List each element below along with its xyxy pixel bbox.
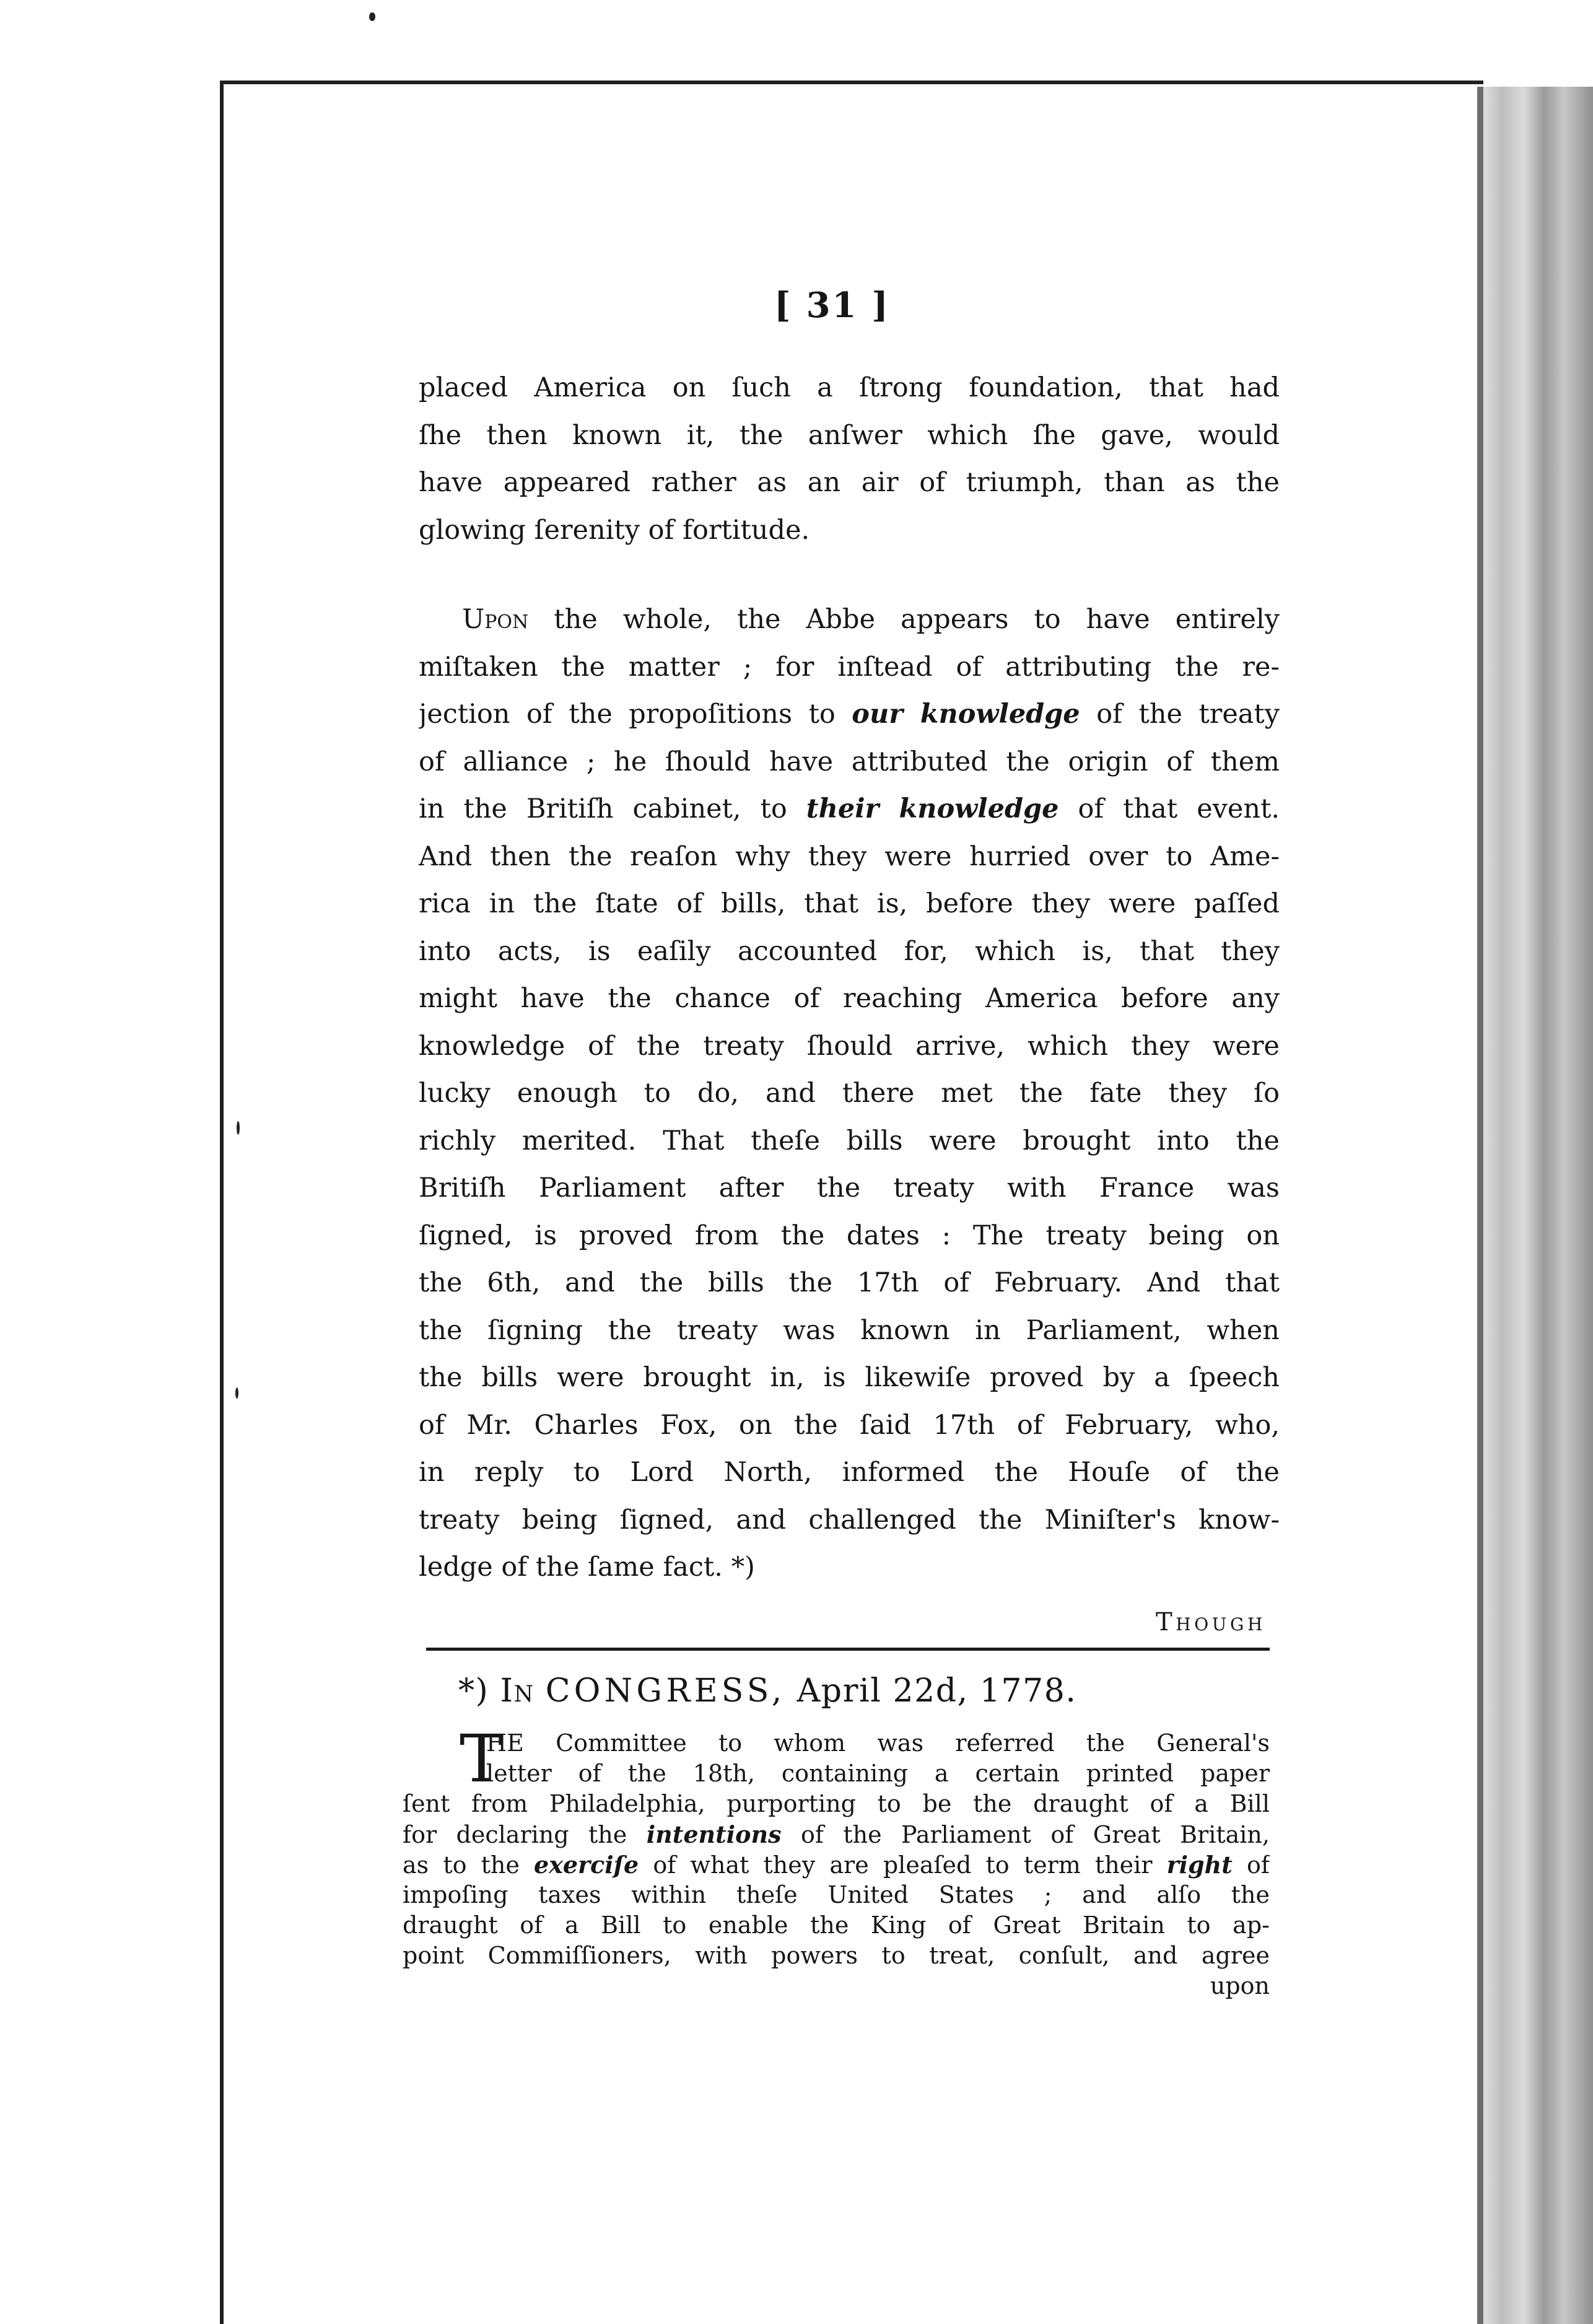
page-number: [ 31 ] [774,285,890,326]
footnote-line: as to the exerciſe of what they are pleaſed to term their right of [403,1851,1270,1879]
emphasis: our knowledge [852,699,1080,730]
footnote-heading-congress: CONGRESS, [545,1672,786,1710]
text-line: have appeared rather as an air of triumph, than as the [419,467,1280,498]
text-line: miſtaken the matter ; for inſtead of attributing the re- [419,651,1280,683]
footnote-catchword: upon [1210,1972,1270,1999]
text-line: richly merited. That theſe bills were brought into the [419,1125,1280,1156]
scan-speck [369,12,375,21]
emphasis: right [1166,1851,1233,1879]
text-line: ſhe then known it, the anſwer which ſhe gave, would [419,419,1280,451]
scan-speck [237,1121,240,1135]
text-line: rica in the ſtate of bills, that is, before they were paſſed [419,888,1280,919]
footnote-line: for declaring the intentions of the Parliament of Great Britain, [403,1820,1270,1848]
footnote-mark: *) [458,1672,489,1710]
footnote-text [403,1721,1270,2001]
text-line: ledge of the ſame fact. *) [419,1552,755,1583]
footnote-heading-in: In [500,1672,535,1710]
catchword: Though [1155,1608,1266,1636]
footnote-heading [458,1672,1251,1710]
text-line: And then the reaſon why they were hurried over to Ame- [419,841,1280,872]
footnote-line: draught of a Bill to enable the King of Great Britain to ap- [403,1911,1270,1939]
text-line: Britiſh Parliament after the treaty with France was [419,1173,1280,1204]
text-line: placed America on ſuch a ſtrong foundation, that had [419,372,1280,403]
text-line: jection of the propoſitions to our knowledge of the treaty [419,699,1280,730]
right-book-edge [1477,87,1593,2324]
emphasis: intentions [646,1820,782,1848]
text-line: knowledge of the treaty ſhould arrive, which they were [419,1030,1280,1062]
emphasis: exerciſe [534,1851,639,1879]
text-line: into acts, is eaſily accounted for, which is, that they [419,935,1280,967]
footnote-line: impoſing taxes within theſe United States ; and alſo the [403,1881,1270,1908]
footnote-rule [426,1648,1270,1651]
text-line: the ſigning the treaty was known in Parliament, when [419,1314,1280,1346]
text-line: might have the chance of reaching America before any [419,983,1280,1014]
text-line: the 6th, and the bills the 17th of February. And that [419,1267,1280,1298]
text-line: in reply to Lord North, informed the Houſe of the [419,1457,1280,1488]
main-text [419,364,1280,1591]
text-line: in the Britiſh cabinet, to their knowledge of that event. [419,793,1280,824]
drop-cap: T [460,1721,504,1797]
text-line: glowing ſerenity of fortitude. [419,514,810,546]
text-line: the bills were brought in, is likewiſe proved by a ſpeech [419,1362,1280,1393]
emphasis: their knowledge [806,793,1059,824]
text-line: ſigned, is proved from the dates : The treaty being on [419,1220,1280,1251]
text-line: Upon the whole, the Abbe appears to have entirely [462,604,1280,635]
text-line: of alliance ; he ſhould have attributed the origin of them [419,746,1280,777]
text-line: of Mr. Charles Fox, on the ſaid 17th of February, who, [419,1409,1280,1441]
left-page-edge [0,81,224,2324]
top-page-edge [220,81,1483,84]
footnote-line: point Commiſſioners, with powers to treat, conſult, and agree [403,1942,1270,1969]
text-line: lucky enough to do, and there met the fate they ſo [419,1078,1280,1109]
text-line: treaty being ſigned, and challenged the Miniſter's know- [419,1504,1280,1536]
paragraph-opening: Upon [462,604,529,635]
footnote-line: ſent from Philadelphia, purporting to be the draught of a Bill [403,1790,1270,1817]
scan-speck [235,1387,238,1399]
footnote-line: HE Committee to whom was referred the General's [486,1729,1270,1757]
footnote-line: letter of the 18th, containing a certain printed paper [486,1760,1270,1787]
footnote-heading-date: April 22d, 1778. [797,1672,1077,1710]
